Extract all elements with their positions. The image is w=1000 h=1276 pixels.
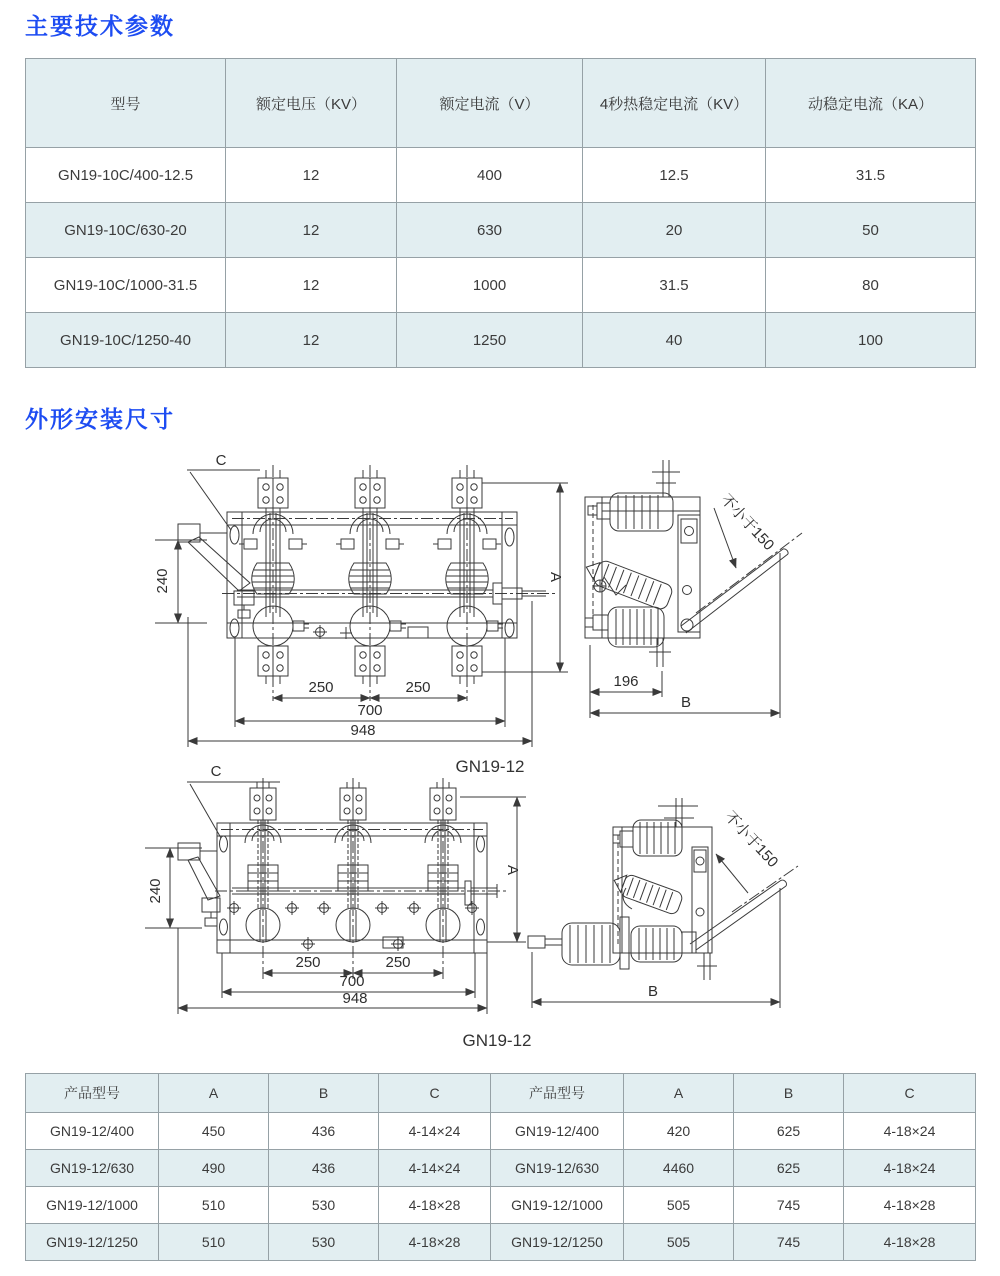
cell: 510 [159, 1187, 269, 1224]
table-row [26, 1187, 976, 1224]
dim-label-250-left: 250 [295, 954, 321, 971]
cell: 510 [159, 1224, 269, 1261]
cell: 4-18×28 [844, 1224, 976, 1261]
cell: 40 [583, 313, 766, 368]
cell: 4-14×24 [379, 1150, 491, 1187]
dim-label-b: B [680, 694, 692, 711]
cell: 4-18×24 [844, 1150, 976, 1187]
cell-model: GN19-12/400 [26, 1113, 159, 1150]
figure-gn19-12-drawing-1 [130, 445, 1000, 765]
dim-label-250-right: 250 [405, 679, 431, 696]
cell-model: GN19-12/630 [491, 1150, 624, 1187]
cell: 12.5 [583, 148, 766, 203]
cell-model: GN19-10C/400-12.5 [26, 148, 226, 203]
col-header: 动稳定电流（KA） [766, 59, 976, 148]
pole [425, 778, 461, 982]
col-header: C [379, 1074, 491, 1113]
col-header: 额定电压（KV） [226, 59, 397, 148]
cell: 1250 [397, 313, 583, 368]
dims-header-row [26, 1074, 976, 1113]
pole [336, 465, 406, 701]
col-header: A [624, 1074, 734, 1113]
dim-label-c: C [215, 452, 227, 469]
cell: 80 [766, 258, 976, 313]
side-view [528, 798, 798, 1008]
cell: 12 [226, 258, 397, 313]
col-header: 产品型号 [26, 1074, 159, 1113]
cell: 436 [269, 1113, 379, 1150]
cell: 100 [766, 313, 976, 368]
cell: 12 [226, 313, 397, 368]
params-table [25, 58, 976, 368]
figure-gn19-12-drawing-2 [130, 760, 1000, 1060]
cell: 400 [397, 148, 583, 203]
dim-label-240: 240 [147, 878, 164, 904]
front-view [154, 452, 568, 747]
cell: 4-18×28 [379, 1187, 491, 1224]
table-row [26, 148, 976, 203]
dim-label-948: 948 [350, 722, 376, 739]
col-header: C [844, 1074, 976, 1113]
col-header: A [159, 1074, 269, 1113]
cell: 31.5 [766, 148, 976, 203]
cell: 12 [226, 148, 397, 203]
side-view [582, 460, 802, 718]
cell-model: GN19-12/400 [491, 1113, 624, 1150]
table-row [26, 203, 976, 258]
col-header: 型号 [26, 59, 226, 148]
col-header: 产品型号 [491, 1074, 624, 1113]
table-row [26, 258, 976, 313]
cell: 745 [734, 1224, 844, 1261]
cell: 625 [734, 1150, 844, 1187]
dim-label-250-left: 250 [308, 679, 334, 696]
figure1-caption: GN19-12 [455, 757, 525, 776]
cell: 505 [624, 1224, 734, 1261]
cell: 4460 [624, 1150, 734, 1187]
cell: 420 [624, 1113, 734, 1150]
dims-table [25, 1073, 976, 1261]
cell: 625 [734, 1113, 844, 1150]
dim-label-250-right: 250 [385, 954, 411, 971]
col-header: 额定电流（V） [397, 59, 583, 148]
pole [335, 778, 371, 982]
dim-label-a: A [547, 571, 564, 583]
cell-model: GN19-12/630 [26, 1150, 159, 1187]
cell: 12 [226, 203, 397, 258]
params-header-row [26, 59, 976, 148]
cell: 4-18×24 [844, 1113, 976, 1150]
cell-model: GN19-12/1250 [26, 1224, 159, 1261]
cell-model: GN19-10C/630-20 [26, 203, 226, 258]
dim-label-196: 196 [613, 673, 639, 690]
col-header: B [734, 1074, 844, 1113]
cell: 436 [269, 1150, 379, 1187]
cell: 505 [624, 1187, 734, 1224]
dim-label-a: A [504, 864, 521, 876]
section-title-dimensions: 外形安装尺寸 [25, 406, 175, 432]
dim-label-c: C [210, 763, 222, 780]
table-row [26, 1150, 976, 1187]
figure2-caption: GN19-12 [462, 1031, 532, 1050]
table-row [26, 313, 976, 368]
table-row [26, 1113, 976, 1150]
cell: 20 [583, 203, 766, 258]
cell: 530 [269, 1187, 379, 1224]
cell: 450 [159, 1113, 269, 1150]
cell-model: GN19-12/1000 [26, 1187, 159, 1224]
cell: 745 [734, 1187, 844, 1224]
cell: 50 [766, 203, 976, 258]
cell: 1000 [397, 258, 583, 313]
cell-model: GN19-10C/1250-40 [26, 313, 226, 368]
dim-label-700: 700 [339, 973, 365, 990]
col-header: B [269, 1074, 379, 1113]
target-mark [313, 625, 327, 639]
dim-label-240: 240 [154, 568, 171, 594]
cell: 530 [269, 1224, 379, 1261]
dim-label-948: 948 [342, 990, 368, 1007]
cell: 4-18×28 [844, 1187, 976, 1224]
section-title-params: 主要技术参数 [25, 13, 175, 39]
table-row [26, 1224, 976, 1261]
dim-label-700: 700 [357, 702, 383, 719]
pole [245, 778, 281, 982]
note-min150: 不小于150 [721, 808, 782, 871]
cell: 31.5 [583, 258, 766, 313]
col-header: 4秒热稳定电流（KV） [583, 59, 766, 148]
front-view [145, 763, 526, 1014]
cell-model: GN19-12/1000 [491, 1187, 624, 1224]
cell-model: GN19-10C/1000-31.5 [26, 258, 226, 313]
cell: 4-14×24 [379, 1113, 491, 1150]
cell: 4-18×28 [379, 1224, 491, 1261]
cell-model: GN19-12/1250 [491, 1224, 624, 1261]
dim-label-b: B [647, 983, 659, 1000]
cell: 490 [159, 1150, 269, 1187]
cell: 630 [397, 203, 583, 258]
note-min150: 不小于150 [717, 491, 778, 554]
